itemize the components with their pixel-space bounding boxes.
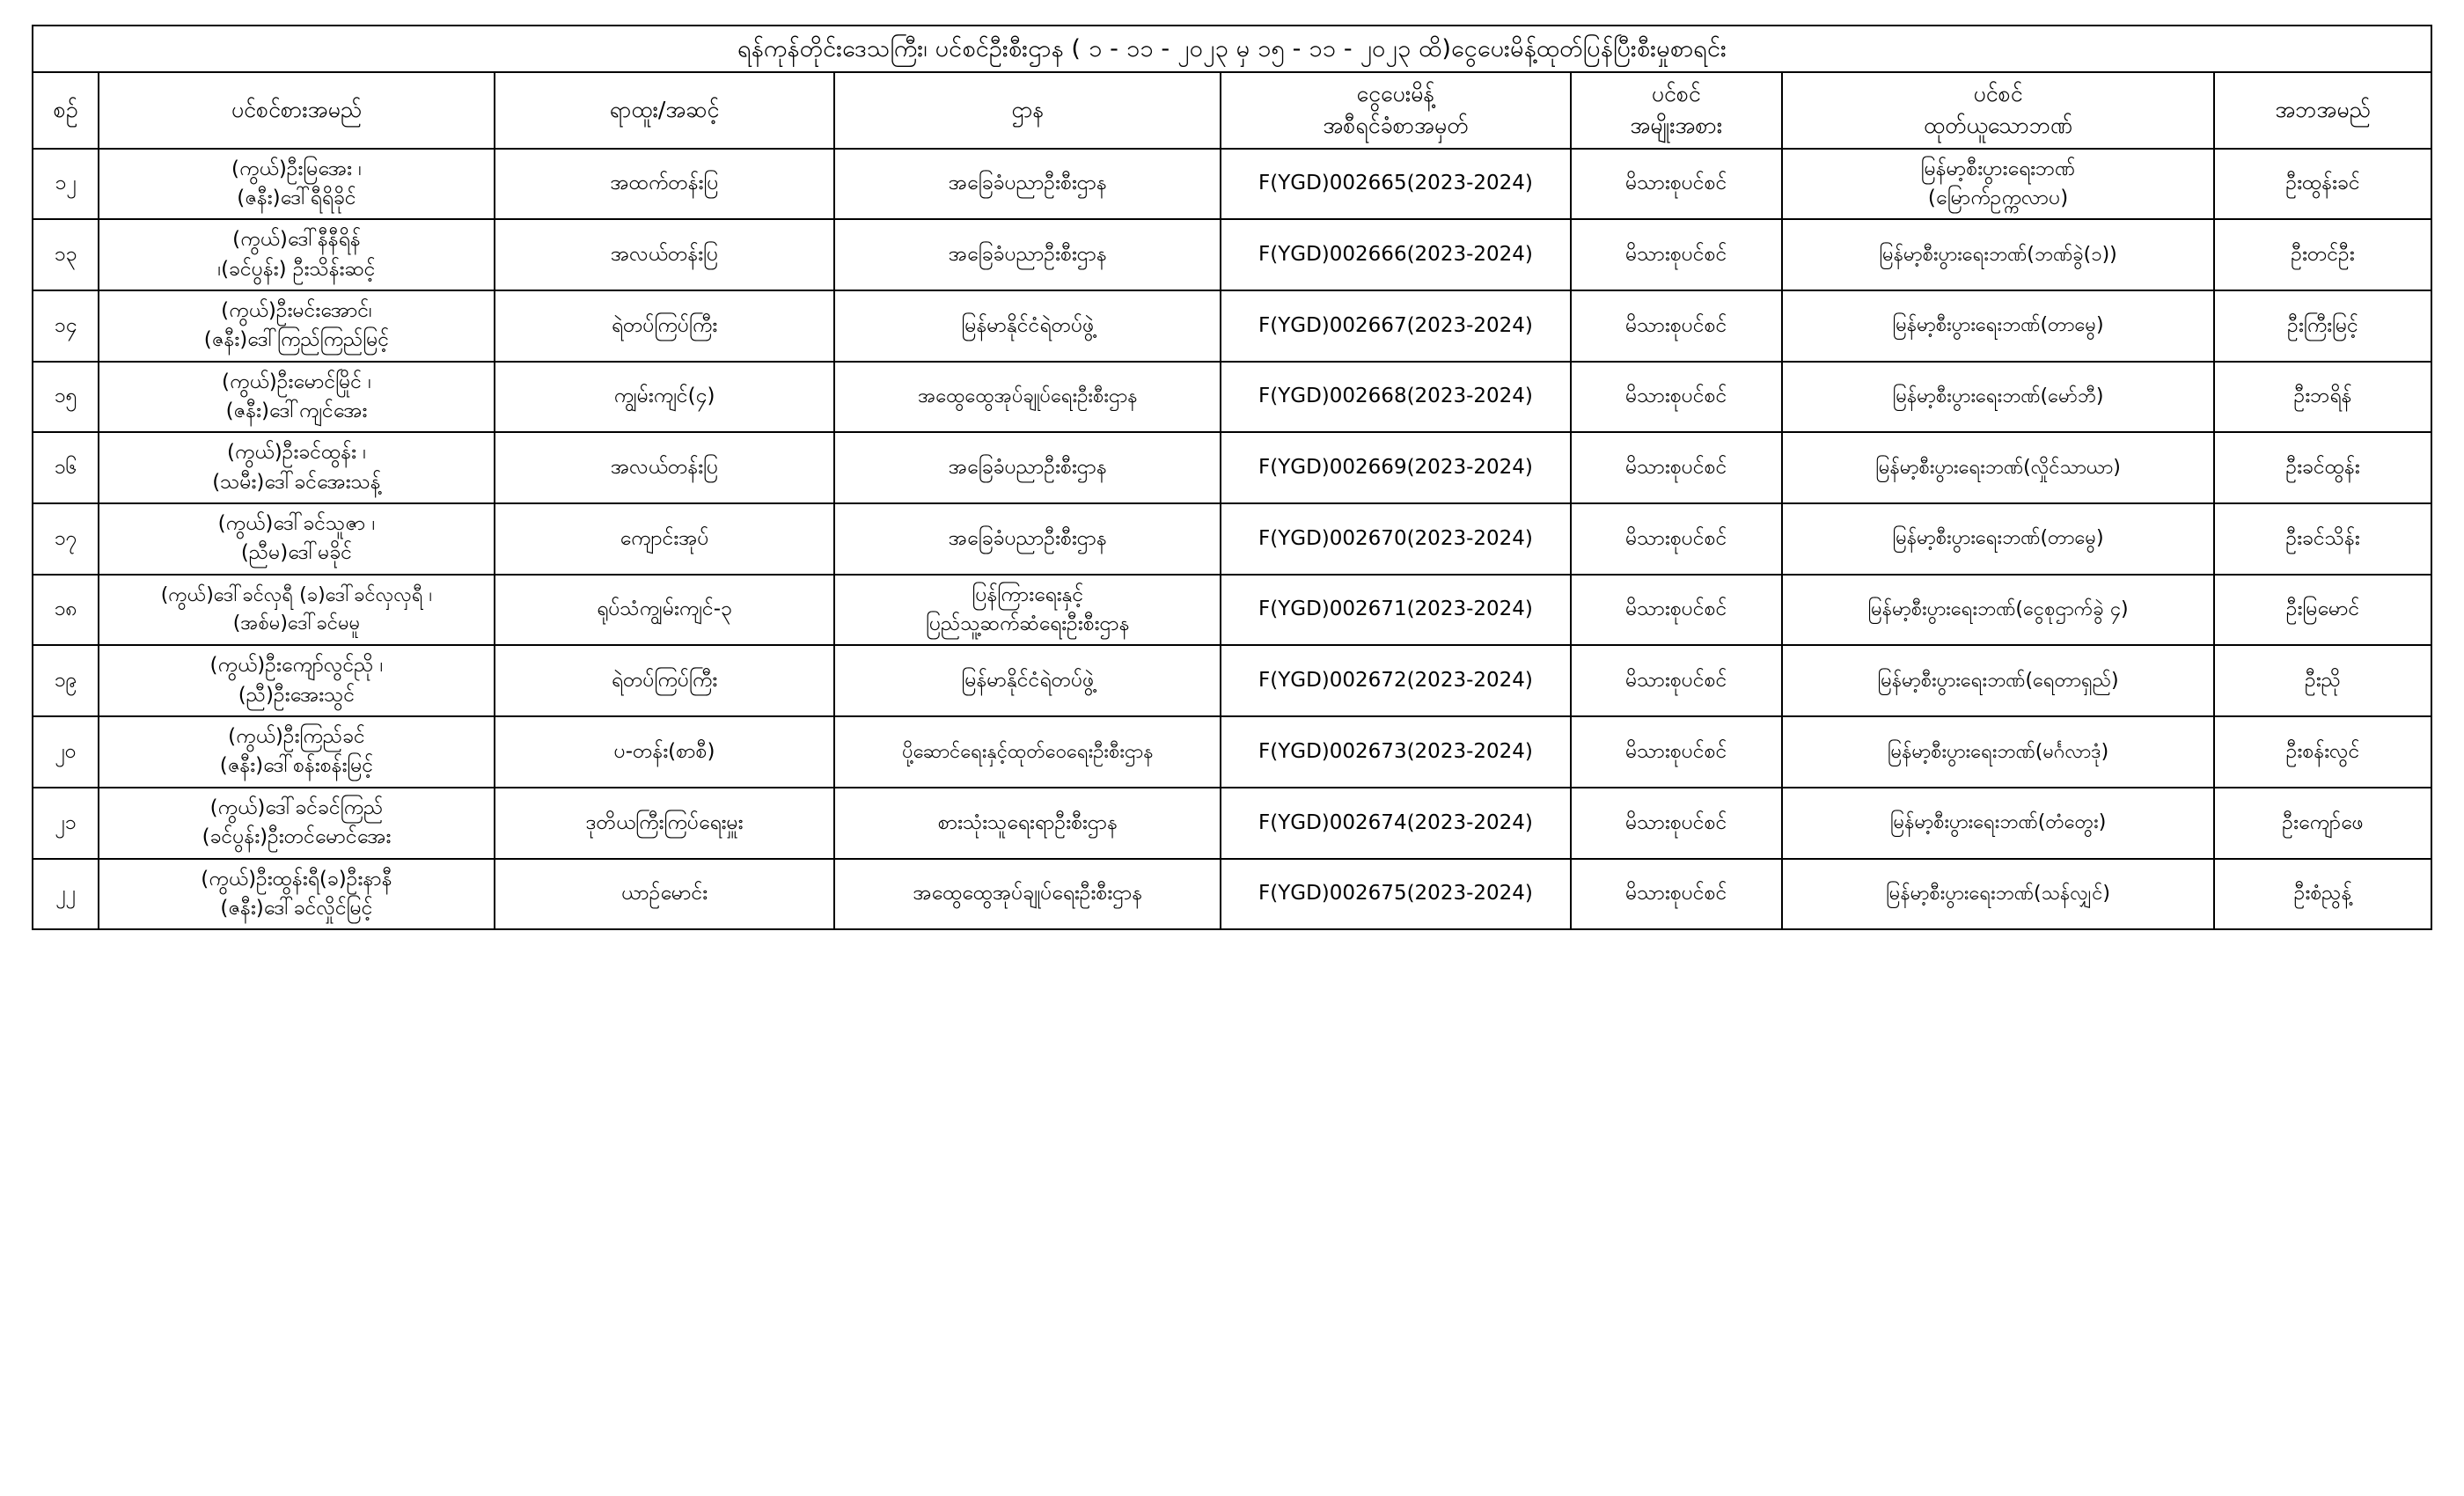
cell-rank: ရုပ်သံကျွမ်းကျင်-၃	[495, 575, 835, 646]
cell-pension-type: မိသားစုပင်စင်	[1571, 645, 1782, 716]
table-row	[33, 290, 2431, 362]
cell-pension-type: မိသားစုပင်စင်	[1571, 219, 1782, 290]
cell-department: ပို့ဆောင်ရေးနှင့်ထုတ်ဝေရေးဦးစီးဌာန	[834, 716, 1221, 788]
cell-department	[834, 575, 1221, 646]
cell-pensioner-name-line1: (ကွယ်)ဒေါ်နီနီရိန်	[232, 228, 361, 252]
cell-department: အခြေခံပညာဦးစီးဌာန	[834, 149, 1221, 220]
cell-payment-order-no: F(YGD)002666(2023-2024)	[1221, 219, 1570, 290]
cell-department: အခြေခံပညာဦးစီးဌာန	[834, 219, 1221, 290]
cell-bank	[1782, 788, 2214, 859]
cell-pensioner-name-line2: (ညီ)ဦးအေးသွင်	[238, 683, 356, 707]
cell-father-name: ဦးဘရိန်	[2214, 362, 2431, 433]
cell-department-line1: ပြန်ကြားရေးနှင့်	[972, 583, 1084, 606]
cell-serial: ၂၂	[33, 859, 99, 930]
column-header-bank	[1782, 72, 2214, 149]
table-row	[33, 716, 2431, 788]
cell-pensioner-name	[99, 149, 494, 220]
cell-serial: ၁၉	[33, 645, 99, 716]
column-header-father-name: အဘအမည်	[2214, 72, 2431, 149]
table-row	[33, 788, 2431, 859]
cell-pensioner-name	[99, 432, 494, 503]
cell-pensioner-name-line2: (ဇနီး)ဒေါ်ကြည်ကြည်မြင့်	[203, 328, 390, 352]
cell-payment-order-no: F(YGD)002667(2023-2024)	[1221, 290, 1570, 362]
cell-pensioner-name	[99, 219, 494, 290]
cell-bank-line1: မြန်မာ့စီးပွားရေးဘဏ်(မော်ဘီ)	[1892, 385, 2104, 408]
cell-department: အထွေထွေအုပ်ချုပ်ရေးဦးစီးဌာန	[834, 362, 1221, 433]
table-header-row	[33, 72, 2431, 149]
cell-pensioner-name-line2: ၊(ခင်ပွန်း) ဦးသိန်းဆင့်	[217, 257, 376, 281]
cell-pensioner-name-line1: (ကွယ်)ဒေါ်ခင်ခင်ကြည်	[209, 796, 384, 819]
cell-pensioner-name-line1: (ကွယ်)ဒေါ်ခင်လှရီ (ခ)ဒေါ်ခင်လှလှရီ ၊	[160, 584, 433, 607]
cell-department: အခြေခံပညာဦးစီးဌာန	[834, 432, 1221, 503]
cell-bank	[1782, 716, 2214, 788]
cell-pensioner-name-line2: (ဇနီး)ဒေါ်ကျင်အေး	[225, 400, 368, 423]
cell-serial: ၁၆	[33, 432, 99, 503]
cell-pensioner-name-line1: (ကွယ်)ဦးကျော်လွင်ညို ၊	[209, 654, 384, 678]
cell-pensioner-name	[99, 788, 494, 859]
cell-pensioner-name-line2: (ညီမ)ဒေါ်မခိုင်	[240, 541, 353, 565]
cell-payment-order-no: F(YGD)002675(2023-2024)	[1221, 859, 1570, 930]
cell-serial: ၂၀	[33, 716, 99, 788]
cell-serial: ၁၄	[33, 290, 99, 362]
cell-pensioner-name-line1: (ကွယ်)ဦးမြအေး ၊	[231, 157, 362, 180]
column-header-rank: ရာထူး/အဆင့်	[495, 72, 835, 149]
cell-serial: ၁၃	[33, 219, 99, 290]
cell-rank: ဒုတိယကြီးကြပ်ရေးမှူး	[495, 788, 835, 859]
cell-bank	[1782, 362, 2214, 433]
cell-rank: ပ-တန်း(စာစီ)	[495, 716, 835, 788]
cell-pensioner-name-line2: (ဇနီး)ဒေါ်ခင်လှိုင်မြင့်	[220, 896, 373, 920]
cell-bank-line1: မြန်မာ့စီးပွားရေးဘဏ်(ရေတာရှည်)	[1877, 669, 2119, 692]
cell-payment-order-no: F(YGD)002673(2023-2024)	[1221, 716, 1570, 788]
cell-rank: ရဲတပ်ကြပ်ကြီး	[495, 290, 835, 362]
cell-serial: ၂၁	[33, 788, 99, 859]
table-row	[33, 859, 2431, 930]
cell-pensioner-name	[99, 575, 494, 646]
cell-department: အခြေခံပညာဦးစီးဌာန	[834, 503, 1221, 575]
cell-pensioner-name-line1: (ကွယ်)ဒေါ်ခင်သူဇာ ၊	[217, 512, 376, 536]
table-row	[33, 432, 2431, 503]
pension-payment-table	[32, 25, 2432, 930]
cell-payment-order-no: F(YGD)002671(2023-2024)	[1221, 575, 1570, 646]
column-header-pension-type	[1571, 72, 1782, 149]
cell-rank: ကျောင်းအုပ်	[495, 503, 835, 575]
column-header-pensioner-name: ပင်စင်စားအမည်	[99, 72, 494, 149]
cell-pension-type: မိသားစုပင်စင်	[1571, 503, 1782, 575]
column-header-bank-line1: ပင်စင်	[1973, 81, 2023, 107]
column-header-serial: စဉ်	[33, 72, 99, 149]
cell-pensioner-name-line1: (ကွယ်)ဦးခင်ထွန်း ၊	[226, 441, 366, 465]
cell-pension-type: မိသားစုပင်စင်	[1571, 716, 1782, 788]
table-title-row	[33, 26, 2431, 72]
column-header-pension-type-line2: အမျိုးအစား	[1630, 113, 1723, 139]
column-header-department: ဌာန	[834, 72, 1221, 149]
table-row	[33, 503, 2431, 575]
cell-father-name: ဦးကျော်ဖေ	[2214, 788, 2431, 859]
cell-bank-line1: မြန်မာ့စီးပွားရေးဘဏ်(တာမွေ)	[1892, 527, 2104, 550]
cell-father-name: ဦးကြီးမြင့်	[2214, 290, 2431, 362]
cell-father-name: ဦးစံညွန့်	[2214, 859, 2431, 930]
cell-pensioner-name	[99, 362, 494, 433]
table-row	[33, 149, 2431, 220]
cell-payment-order-no: F(YGD)002668(2023-2024)	[1221, 362, 1570, 433]
cell-serial: ၁၂	[33, 149, 99, 220]
cell-pensioner-name-line1: (ကွယ်)ဦးမောင်မြိုင် ၊	[221, 370, 371, 393]
column-header-payment-order-no-line1: ငွေပေးမိန့်	[1356, 81, 1435, 107]
cell-father-name: ဦးညို	[2214, 645, 2431, 716]
cell-payment-order-no: F(YGD)002669(2023-2024)	[1221, 432, 1570, 503]
cell-father-name: ဦးခင်ထွန်း	[2214, 432, 2431, 503]
cell-payment-order-no: F(YGD)002665(2023-2024)	[1221, 149, 1570, 220]
table-row	[33, 219, 2431, 290]
table-row	[33, 575, 2431, 646]
cell-rank: အထက်တန်းပြ	[495, 149, 835, 220]
column-header-payment-order-no-line2: အစီရင်ခံစာအမှတ်	[1323, 113, 1469, 139]
cell-bank	[1782, 859, 2214, 930]
cell-department: မြန်မာနိုင်ငံရဲတပ်ဖွဲ့	[834, 290, 1221, 362]
column-header-payment-order-no	[1221, 72, 1570, 149]
cell-bank	[1782, 219, 2214, 290]
cell-department: စားသုံးသူရေးရာဦးစီးဌာန	[834, 788, 1221, 859]
cell-father-name: ဦးထွန်းခင်	[2214, 149, 2431, 220]
cell-payment-order-no: F(YGD)002672(2023-2024)	[1221, 645, 1570, 716]
cell-pensioner-name-line2: (ဇနီး)ဒေါ်ရီရိခိုင်	[237, 186, 356, 209]
cell-bank-line1: မြန်မာ့စီးပွားရေးဘဏ်	[1920, 157, 2076, 180]
cell-rank: အလယ်တန်းပြ	[495, 219, 835, 290]
cell-bank	[1782, 575, 2214, 646]
document-title: ရန်ကုန်တိုင်းဒေသကြီး၊ ပင်စင်ဦးစီးဌာန ( ၁ - ၁၁ - ၂၀၂၃ မှ ၁၅ - ၁၁ - ၂၀၂၃ ထိ)ငွေပေးမိန့်ထုတ်ပြန်ပြီးစီးမှုစာရင်း	[33, 26, 2431, 72]
cell-rank: ယာဉ်မောင်း	[495, 859, 835, 930]
cell-pension-type: မိသားစုပင်စင်	[1571, 432, 1782, 503]
cell-bank	[1782, 149, 2214, 220]
cell-serial: ၁၅	[33, 362, 99, 433]
cell-pensioner-name	[99, 859, 494, 930]
cell-bank-line1: မြန်မာ့စီးပွားရေးဘဏ်(တာမွေ)	[1892, 314, 2104, 337]
cell-pensioner-name-line2: (အစ်မ)ဒေါ်ခင်မမူ	[232, 612, 361, 635]
table-row	[33, 645, 2431, 716]
cell-father-name: ဦးစန်းလွင်	[2214, 716, 2431, 788]
cell-bank-line1: မြန်မာ့စီးပွားရေးဘဏ်(မင်္ဂလာဒုံ)	[1887, 740, 2109, 763]
cell-pensioner-name-line1: (ကွယ်)ဦးမင်းအောင်၊	[221, 299, 372, 323]
cell-rank: ရဲတပ်ကြပ်ကြီး	[495, 645, 835, 716]
cell-pensioner-name-line2: (ခင်ပွန်း)ဦးတင်မောင်အေး	[202, 825, 392, 849]
cell-pension-type: မိသားစုပင်စင်	[1571, 575, 1782, 646]
cell-bank	[1782, 645, 2214, 716]
cell-payment-order-no: F(YGD)002674(2023-2024)	[1221, 788, 1570, 859]
cell-pensioner-name-line2: (သမီး)ဒေါ်ခင်အေးသန့်	[212, 470, 381, 494]
cell-department-line2: ပြည်သူ့ဆက်ဆံရေးဦးစီးဌာန	[926, 612, 1130, 636]
cell-department: အထွေထွေအုပ်ချုပ်ရေးဦးစီးဌာန	[834, 859, 1221, 930]
cell-rank: ကျွမ်းကျင်(၄)	[495, 362, 835, 433]
cell-bank-line1: မြန်မာ့စီးပွားရေးဘဏ်(သန်လျှင်)	[1886, 882, 2111, 905]
cell-bank-line1: မြန်မာ့စီးပွားရေးဘဏ်(တံတွေး)	[1889, 811, 2107, 834]
cell-bank	[1782, 290, 2214, 362]
cell-pensioner-name	[99, 503, 494, 575]
cell-serial: ၁၇	[33, 503, 99, 575]
cell-pensioner-name-line1: (ကွယ်)ဦးထွန်းရီ(ခ)ဦးနာနီ	[201, 867, 392, 891]
column-header-bank-line2: ထုတ်ယူသောဘဏ်	[1924, 113, 2073, 139]
cell-bank-line2: (မြောက်ဥက္ကလာပ)	[1927, 186, 2069, 209]
cell-serial: ၁၈	[33, 575, 99, 646]
cell-pension-type: မိသားစုပင်စင်	[1571, 362, 1782, 433]
cell-pensioner-name	[99, 716, 494, 788]
cell-bank	[1782, 432, 2214, 503]
cell-pension-type: မိသားစုပင်စင်	[1571, 290, 1782, 362]
cell-father-name: ဦးခင်သိန်း	[2214, 503, 2431, 575]
cell-bank-line1: မြန်မာ့စီးပွားရေးဘဏ်(ဘဏ်ခွဲ(၁))	[1879, 243, 2117, 266]
cell-pension-type: မိသားစုပင်စင်	[1571, 149, 1782, 220]
cell-payment-order-no: F(YGD)002670(2023-2024)	[1221, 503, 1570, 575]
cell-pensioner-name	[99, 645, 494, 716]
cell-pension-type: မိသားစုပင်စင်	[1571, 859, 1782, 930]
cell-pensioner-name	[99, 290, 494, 362]
cell-pensioner-name-line1: (ကွယ်)ဦးကြည်ခင်	[228, 725, 365, 749]
cell-rank: အလယ်တန်းပြ	[495, 432, 835, 503]
cell-pension-type: မိသားစုပင်စင်	[1571, 788, 1782, 859]
cell-father-name: ဦးမြမောင်	[2214, 575, 2431, 646]
cell-bank-line1: မြန်မာ့စီးပွားရေးဘဏ်(လှိုင်သာယာ)	[1875, 456, 2121, 479]
column-header-pension-type-line1: ပင်စင်	[1651, 81, 1701, 107]
table-row	[33, 362, 2431, 433]
cell-father-name: ဦးတင်ဦး	[2214, 219, 2431, 290]
cell-bank-line1: မြန်မာ့စီးပွားရေးဘဏ်(ငွေစုဌာက်ခွဲ ၄)	[1867, 598, 2129, 621]
cell-pensioner-name-line2: (ဇနီး)ဒေါ်စန်းစန်းမြင့်	[219, 754, 374, 778]
cell-department: မြန်မာနိုင်ငံရဲတပ်ဖွဲ့	[834, 645, 1221, 716]
cell-bank	[1782, 503, 2214, 575]
